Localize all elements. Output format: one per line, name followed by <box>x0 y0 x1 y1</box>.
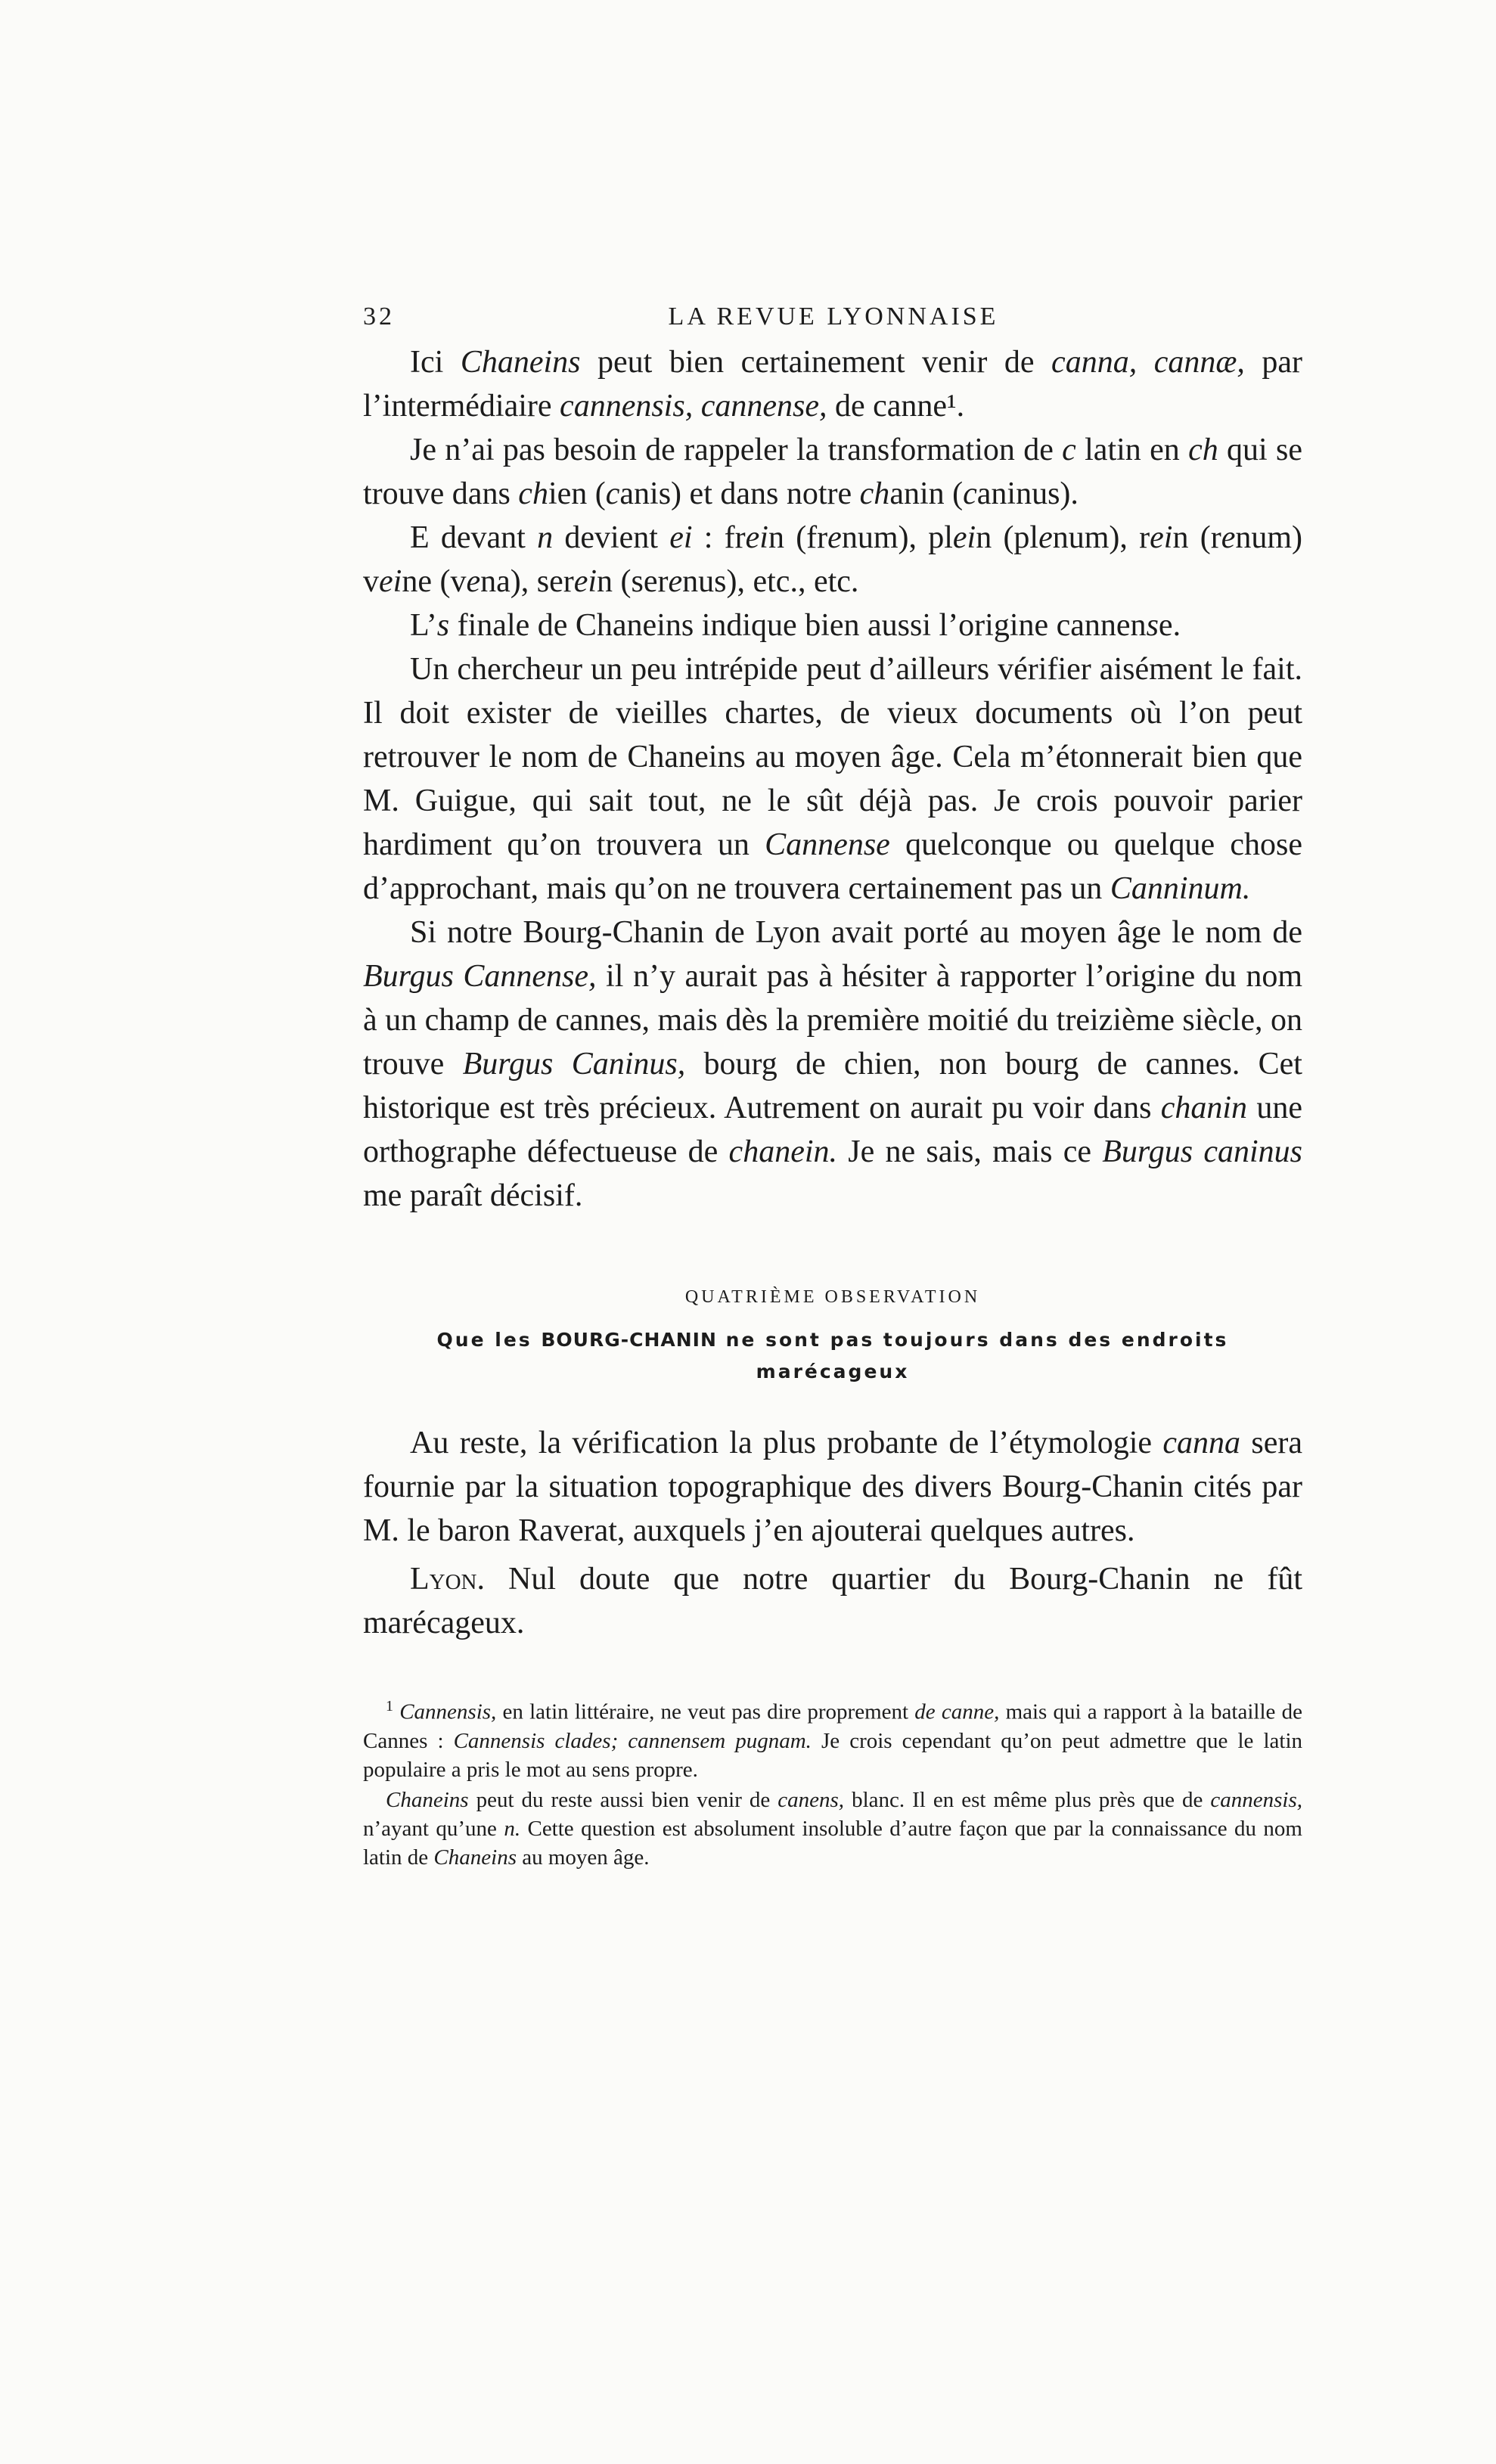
footnote: Chaneins peut du reste aussi bien venir de canens, blanc. Il en est même plus près que de cannensis, n’ayant qu’une n. Cette question est absolument insoluble d’autre façon que par la connaissance du nom latin de Chaneins au moyen âge. <box>363 1787 1302 1870</box>
body-text-2 <box>363 1421 1302 1645</box>
footnotes <box>363 1692 1302 1872</box>
section-subtitle-post: ne sont pas toujours dans des endroits marécageux <box>716 1329 1229 1383</box>
section-subtitle-pre: Que les <box>436 1329 542 1351</box>
footnote: $^1$ Cannensis, en latin littéraire, ne veut pas dire proprement de canne, mais qui a rapport à la bataille de Cannes : Cannensis clades; cannensem pugnam. Je crois cependant qu’on peut admettre que le latin populaire a pris le mot au sens propre. <box>363 1698 1302 1782</box>
page <box>363 303 1302 1873</box>
section-title: QUATRIÈME OBSERVATION <box>684 1287 981 1307</box>
paragraph: L’s finale de Chaneins indique bien aussi l’origine cannense. <box>410 608 1181 643</box>
running-title: LA REVUE LYONNAISE <box>668 303 999 330</box>
paragraph: Si notre Bourg-Chanin de Lyon avait porté au moyen âge le nom de Burgus Cannense, il n’y aurait pas à hésiter à rapporter l’origine du nom à un champ de cannes, mais dès la première moitié du treizième siècle, on trouve Burgus Caninus, bourg de chien, non bourg de cannes. Cet historique est très précieux. Autrement on aurait pu voir dans chanin une orthographe défectueuse de chanein. Je ne sais, mais ce Burgus caninus me paraît décisif. <box>363 915 1303 1213</box>
paragraph: Lyon. Nul doute que notre quartier du Bourg-Chanin ne fût marécageux. <box>363 1562 1302 1640</box>
body-text <box>363 340 1302 1218</box>
section-subtitle-bold: BOURG-CHANIN <box>541 1329 717 1351</box>
paragraph: E devant n devient ei : frein (frenum), plein (plenum), rein (renum) veine (vena), serein (serenus), etc., etc. <box>363 520 1302 599</box>
section-subtitle <box>393 1324 1272 1388</box>
paragraph: Au reste, la vérification la plus probante de l’étymologie canna sera fournie par la situation topographique des divers Bourg-Chanin cités par M. le baron Raverat, auxquels j’en ajouterai quelques autres. <box>363 1426 1302 1548</box>
running-header <box>363 303 1302 331</box>
paragraph: Je n’ai pas besoin de rappeler la transformation de c latin en ch qui se trouve dans chien (canis) et dans notre chanin (caninus). <box>363 433 1302 511</box>
paragraph: Ici Chaneins peut bien certainement venir de canna, cannæ, par l’intermédiaire cannensis, cannense, de canne¹. <box>363 345 1303 424</box>
page-number: 32 <box>363 303 395 330</box>
paragraph: Un chercheur un peu intrépide peut d’ailleurs vérifier aisément le fait. Il doit exister de vieilles chartes, de vieux documents où l’on peut retrouver le nom de Chaneins au moyen âge. Cela m’étonnerait bien que M. Guigue, qui sait tout, ne le sût déjà pas. Je crois pouvoir parier hardiment qu’on trouvera un Cannense quelconque ou quelque chose d’approchant, mais qu’on ne trouvera certainement pas un Canninum. <box>363 652 1302 906</box>
